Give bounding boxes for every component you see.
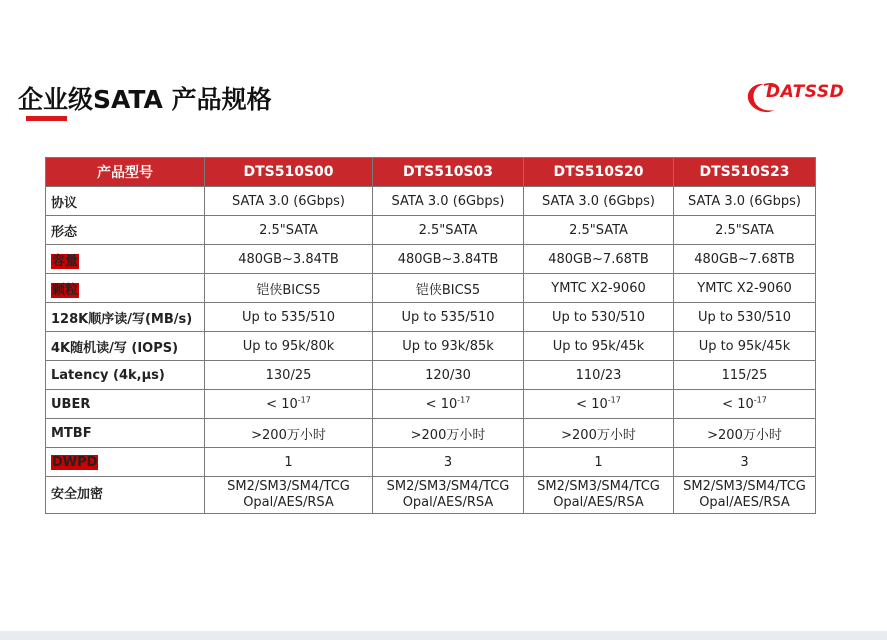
table-cell xyxy=(205,390,373,419)
table-row xyxy=(46,332,816,361)
row-label: 4K随机读/写 (IOPS) xyxy=(46,332,205,361)
table-cell: 2.5"SATA xyxy=(524,216,674,245)
header-model: DTS510S03 xyxy=(373,158,524,187)
table-cell xyxy=(373,390,524,419)
table-cell: 3 xyxy=(674,448,816,477)
table-cell: Up to 93k/85k xyxy=(373,332,524,361)
table-cell: YMTC X2-9060 xyxy=(674,274,816,303)
cell-line: SM2/SM3/SM4/TCG xyxy=(537,479,660,494)
table-cell: 2.5"SATA xyxy=(205,216,373,245)
header-model: DTS510S23 xyxy=(674,158,816,187)
table-cell: >200万小时 xyxy=(674,419,816,448)
table-cell: SATA 3.0 (6Gbps) xyxy=(524,187,674,216)
table-cell: >200万小时 xyxy=(524,419,674,448)
cell-line: Opal/AES/RSA xyxy=(402,495,494,510)
uber-base: < 10 xyxy=(266,396,298,412)
table-cell: SATA 3.0 (6Gbps) xyxy=(674,187,816,216)
table-cell: YMTC X2-9060 xyxy=(524,274,674,303)
table-cell: 480GB~3.84TB xyxy=(373,245,524,274)
table-cell xyxy=(674,477,816,514)
table-cell: 115/25 xyxy=(674,361,816,390)
datssd-logo xyxy=(744,76,874,120)
table-row xyxy=(46,477,816,514)
table-cell: Up to 95k/80k xyxy=(205,332,373,361)
row-label: UBER xyxy=(46,390,205,419)
table-row xyxy=(46,274,816,303)
table-cell: 铠侠BICS5 xyxy=(373,274,524,303)
table-cell: Up to 95k/45k xyxy=(674,332,816,361)
table-cell: 2.5"SATA xyxy=(373,216,524,245)
highlighted-row-label: 颗粒 xyxy=(52,282,79,298)
header-model: DTS510S00 xyxy=(205,158,373,187)
table-cell: 480GB~3.84TB xyxy=(205,245,373,274)
uber-base: < 10 xyxy=(425,396,458,412)
table-cell: 1 xyxy=(205,448,373,477)
highlighted-row-label: DWPD xyxy=(52,454,98,470)
table-row xyxy=(46,216,816,245)
page-title: 企业级SATA 产品规格 xyxy=(18,85,272,114)
cell-line: SM2/SM3/SM4/TCG xyxy=(386,479,510,494)
uber-exponent: -17 xyxy=(607,395,621,405)
table-cell: >200万小时 xyxy=(205,419,373,448)
row-label-cell xyxy=(46,274,205,303)
table-cell: Up to 535/510 xyxy=(205,303,373,332)
table-cell xyxy=(373,477,524,514)
cell-line: Opal/AES/RSA xyxy=(553,495,644,510)
cell-line: SM2/SM3/SM4/TCG xyxy=(227,479,350,494)
uber-exponent: -17 xyxy=(753,395,767,405)
table-cell xyxy=(205,477,373,514)
uber-exponent: -17 xyxy=(457,395,471,405)
uber-exponent: -17 xyxy=(297,395,311,405)
row-label: Latency (4k,µs) xyxy=(46,361,205,390)
table-row xyxy=(46,361,816,390)
spec-table xyxy=(45,157,816,514)
header-model: DTS510S20 xyxy=(524,158,674,187)
table-cell: Up to 95k/45k xyxy=(524,332,674,361)
table-cell xyxy=(674,390,816,419)
row-label-cell xyxy=(46,448,205,477)
table-cell: 480GB~7.68TB xyxy=(674,245,816,274)
row-label: 128K顺序读/写(MB/s) xyxy=(46,303,205,332)
table-cell: Up to 535/510 xyxy=(373,303,524,332)
cell-line: Opal/AES/RSA xyxy=(699,495,790,510)
uber-base: < 10 xyxy=(576,396,608,412)
row-label: 安全加密 xyxy=(46,477,205,514)
cell-line: SM2/SM3/SM4/TCG xyxy=(683,479,806,494)
table-cell: 130/25 xyxy=(205,361,373,390)
table-cell: SATA 3.0 (6Gbps) xyxy=(373,187,524,216)
table-header-row xyxy=(46,158,816,187)
table-cell: 1 xyxy=(524,448,674,477)
table-row xyxy=(46,245,816,274)
uber-base: < 10 xyxy=(722,396,754,412)
logo-text: DATSSD xyxy=(766,82,845,102)
row-label-cell xyxy=(46,245,205,274)
table-row xyxy=(46,419,816,448)
table-cell: Up to 530/510 xyxy=(524,303,674,332)
row-label: 协议 xyxy=(46,187,205,216)
highlighted-row-label: 容量 xyxy=(52,253,79,269)
table-cell xyxy=(524,390,674,419)
cell-line: Opal/AES/RSA xyxy=(243,495,334,510)
table-row xyxy=(46,303,816,332)
table-cell: 2.5"SATA xyxy=(674,216,816,245)
table-cell: 120/30 xyxy=(373,361,524,390)
table-row xyxy=(46,390,816,419)
table-row xyxy=(46,448,816,477)
table-cell: SATA 3.0 (6Gbps) xyxy=(205,187,373,216)
bottom-bar xyxy=(0,631,887,640)
table-cell: 480GB~7.68TB xyxy=(524,245,674,274)
row-label: 形态 xyxy=(46,216,205,245)
table-cell: 110/23 xyxy=(524,361,674,390)
title-underline xyxy=(26,116,67,121)
table-cell: >200万小时 xyxy=(373,419,524,448)
table-cell: 铠侠BICS5 xyxy=(205,274,373,303)
table-cell xyxy=(524,477,674,514)
table-cell: Up to 530/510 xyxy=(674,303,816,332)
row-label: MTBF xyxy=(46,419,205,448)
header-label: 产品型号 xyxy=(46,158,205,187)
table-cell: 3 xyxy=(373,448,524,477)
table-row xyxy=(46,187,816,216)
